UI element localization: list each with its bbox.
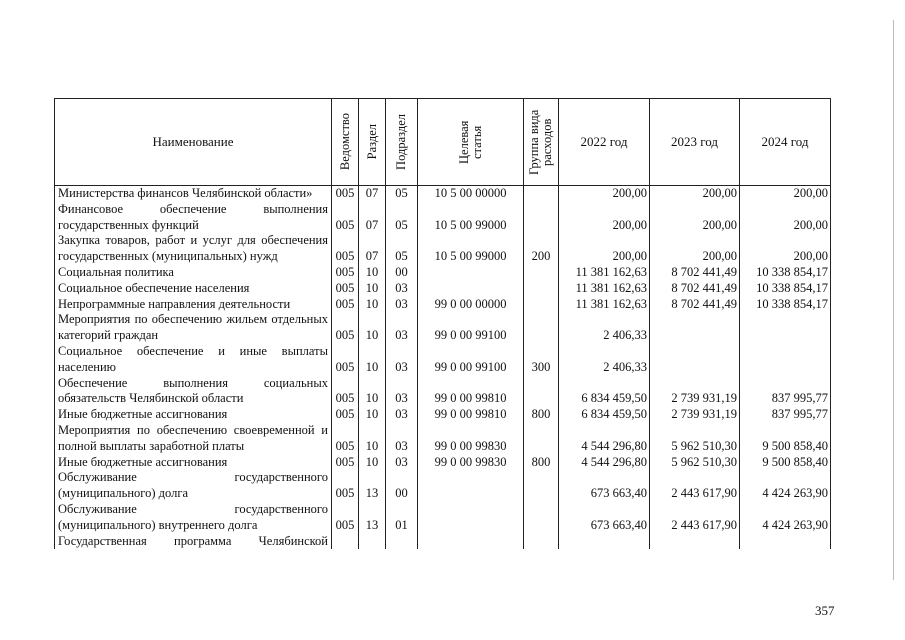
row-vedomstvo: 005: [332, 470, 359, 502]
header-celevaya-statya: Целевая статья: [418, 99, 524, 186]
row-razdel: 10: [359, 297, 386, 313]
row-vedomstvo: 005: [332, 407, 359, 423]
row-name: Обслуживание государственного (муниципального) долга: [55, 470, 332, 502]
row-name: Финансовое обеспечение выполнения государственных функций: [55, 202, 332, 234]
row-celevaya-statya: 99 0 00 00000: [418, 297, 524, 313]
table-row: [55, 265, 831, 281]
row-name: Социальное обеспечение населения: [55, 281, 332, 297]
row-podrazdel: 03: [386, 297, 418, 313]
row-razdel: 13: [359, 470, 386, 502]
row-value-2022: 200,00: [559, 186, 650, 202]
table-row: [55, 455, 831, 471]
row-gruppa: 800: [524, 407, 559, 423]
row-gruppa: [524, 423, 559, 455]
row-value-2022: 6 834 459,50: [559, 407, 650, 423]
row-value-2024: 10 338 854,17: [740, 281, 831, 297]
table-row: [55, 470, 831, 502]
row-celevaya-statya: [418, 281, 524, 297]
row-value-2024: [740, 312, 831, 344]
budget-table-container: [54, 98, 831, 549]
row-celevaya-statya: 99 0 00 99810: [418, 376, 524, 408]
row-value-2022: 200,00: [559, 233, 650, 265]
row-value-2022: 11 381 162,63: [559, 281, 650, 297]
row-vedomstvo: 005: [332, 281, 359, 297]
row-razdel: [359, 534, 386, 550]
row-value-2024: 4 424 263,90: [740, 470, 831, 502]
row-vedomstvo: 005: [332, 265, 359, 281]
row-name: Обеспечение выполнения социальных обязательств Челябинской области: [55, 376, 332, 408]
table-row: [55, 502, 831, 534]
row-value-2024: 837 995,77: [740, 407, 831, 423]
row-value-2022: 2 406,33: [559, 312, 650, 344]
row-name: Мероприятия по обеспечению своевременной и полной выплаты заработной платы: [55, 423, 332, 455]
row-name: Государственная программа Челябинской: [55, 534, 332, 550]
row-value-2024: 10 338 854,17: [740, 297, 831, 313]
row-podrazdel: 00: [386, 265, 418, 281]
row-gruppa: [524, 376, 559, 408]
row-razdel: 10: [359, 455, 386, 471]
row-razdel: 07: [359, 186, 386, 202]
row-value-2023: [650, 312, 740, 344]
row-vedomstvo: 005: [332, 344, 359, 376]
table-row: [55, 202, 831, 234]
row-podrazdel: 03: [386, 423, 418, 455]
row-podrazdel: 05: [386, 186, 418, 202]
row-razdel: 10: [359, 265, 386, 281]
row-value-2022: 11 381 162,63: [559, 265, 650, 281]
row-podrazdel: 03: [386, 407, 418, 423]
row-razdel: 10: [359, 376, 386, 408]
row-value-2024: 837 995,77: [740, 376, 831, 408]
row-name: Социальная политика: [55, 265, 332, 281]
row-celevaya-statya: [418, 265, 524, 281]
row-value-2024: 9 500 858,40: [740, 455, 831, 471]
row-podrazdel: 03: [386, 376, 418, 408]
row-value-2023: 8 702 441,49: [650, 281, 740, 297]
row-value-2022: 11 381 162,63: [559, 297, 650, 313]
row-value-2024: [740, 344, 831, 376]
header-2023: 2023 год: [650, 99, 740, 186]
row-value-2023: 8 702 441,49: [650, 297, 740, 313]
row-value-2022: 6 834 459,50: [559, 376, 650, 408]
row-vedomstvo: 005: [332, 297, 359, 313]
row-value-2023: 200,00: [650, 233, 740, 265]
page-number: 357: [815, 603, 835, 618]
row-value-2023: [650, 534, 740, 550]
row-celevaya-statya: 10 5 00 00000: [418, 186, 524, 202]
row-name: Иные бюджетные ассигнования: [55, 455, 332, 471]
header-vedomstvo: Ведомство: [332, 99, 359, 186]
table-row: [55, 376, 831, 408]
header-gruppa-vida-rashodov: Группа вида расходов: [524, 99, 559, 186]
row-podrazdel: 05: [386, 202, 418, 234]
row-podrazdel: [386, 534, 418, 550]
table-row: [55, 281, 831, 297]
row-razdel: 10: [359, 407, 386, 423]
header-podrazdel: Подраздел: [386, 99, 418, 186]
row-podrazdel: 03: [386, 344, 418, 376]
row-razdel: 10: [359, 312, 386, 344]
budget-table: [54, 98, 831, 549]
row-gruppa: [524, 502, 559, 534]
row-value-2022: 673 663,40: [559, 502, 650, 534]
row-name: Обслуживание государственного (муниципального) внутреннего долга: [55, 502, 332, 534]
row-gruppa: [524, 297, 559, 313]
row-razdel: 10: [359, 423, 386, 455]
row-value-2024: 10 338 854,17: [740, 265, 831, 281]
row-value-2022: 4 544 296,80: [559, 423, 650, 455]
row-value-2023: 5 962 510,30: [650, 455, 740, 471]
row-podrazdel: 01: [386, 502, 418, 534]
table-row: [55, 312, 831, 344]
row-razdel: 13: [359, 502, 386, 534]
header-razdel: Раздел: [359, 99, 386, 186]
page-edge-line: [893, 20, 894, 580]
row-razdel: 07: [359, 233, 386, 265]
row-value-2024: [740, 534, 831, 550]
row-name: Непрограммные направления деятельности: [55, 297, 332, 313]
row-podrazdel: 03: [386, 455, 418, 471]
table-row: [55, 423, 831, 455]
table-header-row: [55, 99, 831, 186]
row-vedomstvo: 005: [332, 423, 359, 455]
row-value-2024: 200,00: [740, 186, 831, 202]
row-celevaya-statya: [418, 470, 524, 502]
row-name: Мероприятия по обеспечению жильем отдельных категорий граждан: [55, 312, 332, 344]
row-celevaya-statya: [418, 502, 524, 534]
row-value-2023: 200,00: [650, 186, 740, 202]
row-gruppa: 800: [524, 455, 559, 471]
row-value-2023: 2 443 617,90: [650, 502, 740, 534]
row-value-2023: [650, 344, 740, 376]
row-value-2024: 200,00: [740, 233, 831, 265]
row-celevaya-statya: 99 0 00 99830: [418, 423, 524, 455]
row-vedomstvo: 005: [332, 312, 359, 344]
row-vedomstvo: 005: [332, 186, 359, 202]
row-value-2024: 200,00: [740, 202, 831, 234]
row-vedomstvo: 005: [332, 376, 359, 408]
row-name: Социальное обеспечение и иные выплаты населению: [55, 344, 332, 376]
row-value-2022: [559, 534, 650, 550]
table-body: [55, 186, 831, 550]
row-celevaya-statya: 99 0 00 99810: [418, 407, 524, 423]
row-podrazdel: 03: [386, 281, 418, 297]
row-value-2022: 4 544 296,80: [559, 455, 650, 471]
row-gruppa: [524, 186, 559, 202]
table-row: [55, 344, 831, 376]
row-podrazdel: 00: [386, 470, 418, 502]
row-vedomstvo: 005: [332, 502, 359, 534]
row-gruppa: [524, 534, 559, 550]
row-celevaya-statya: [418, 534, 524, 550]
row-celevaya-statya: 10 5 00 99000: [418, 233, 524, 265]
row-celevaya-statya: 10 5 00 99000: [418, 202, 524, 234]
row-gruppa: 200: [524, 233, 559, 265]
row-razdel: 07: [359, 202, 386, 234]
row-razdel: 10: [359, 344, 386, 376]
row-name: Закупка товаров, работ и услуг для обеспечения государственных (муниципальных) нужд: [55, 233, 332, 265]
row-value-2022: 673 663,40: [559, 470, 650, 502]
row-value-2024: 9 500 858,40: [740, 423, 831, 455]
header-2024: 2024 год: [740, 99, 831, 186]
table-row-partial: [55, 534, 831, 550]
row-vedomstvo: [332, 534, 359, 550]
row-celevaya-statya: 99 0 00 99830: [418, 455, 524, 471]
row-gruppa: [524, 470, 559, 502]
row-value-2023: 2 739 931,19: [650, 407, 740, 423]
header-2022: 2022 год: [559, 99, 650, 186]
row-gruppa: [524, 265, 559, 281]
row-value-2022: 2 406,33: [559, 344, 650, 376]
row-name: Иные бюджетные ассигнования: [55, 407, 332, 423]
row-vedomstvo: 005: [332, 202, 359, 234]
row-vedomstvo: 005: [332, 455, 359, 471]
row-podrazdel: 03: [386, 312, 418, 344]
table-row: [55, 407, 831, 423]
row-value-2023: 2 443 617,90: [650, 470, 740, 502]
row-value-2022: 200,00: [559, 202, 650, 234]
row-podrazdel: 05: [386, 233, 418, 265]
header-name: Наименование: [55, 99, 332, 186]
table-row: [55, 297, 831, 313]
row-value-2024: 4 424 263,90: [740, 502, 831, 534]
row-celevaya-statya: 99 0 00 99100: [418, 344, 524, 376]
row-gruppa: 300: [524, 344, 559, 376]
row-value-2023: 2 739 931,19: [650, 376, 740, 408]
table-row: [55, 186, 831, 202]
row-vedomstvo: 005: [332, 233, 359, 265]
table-row: [55, 233, 831, 265]
row-razdel: 10: [359, 281, 386, 297]
row-value-2023: 200,00: [650, 202, 740, 234]
row-gruppa: [524, 202, 559, 234]
row-value-2023: 5 962 510,30: [650, 423, 740, 455]
row-gruppa: [524, 281, 559, 297]
row-celevaya-statya: 99 0 00 99100: [418, 312, 524, 344]
row-name: Министерства финансов Челябинской области»: [55, 186, 332, 202]
row-value-2023: 8 702 441,49: [650, 265, 740, 281]
row-gruppa: [524, 312, 559, 344]
